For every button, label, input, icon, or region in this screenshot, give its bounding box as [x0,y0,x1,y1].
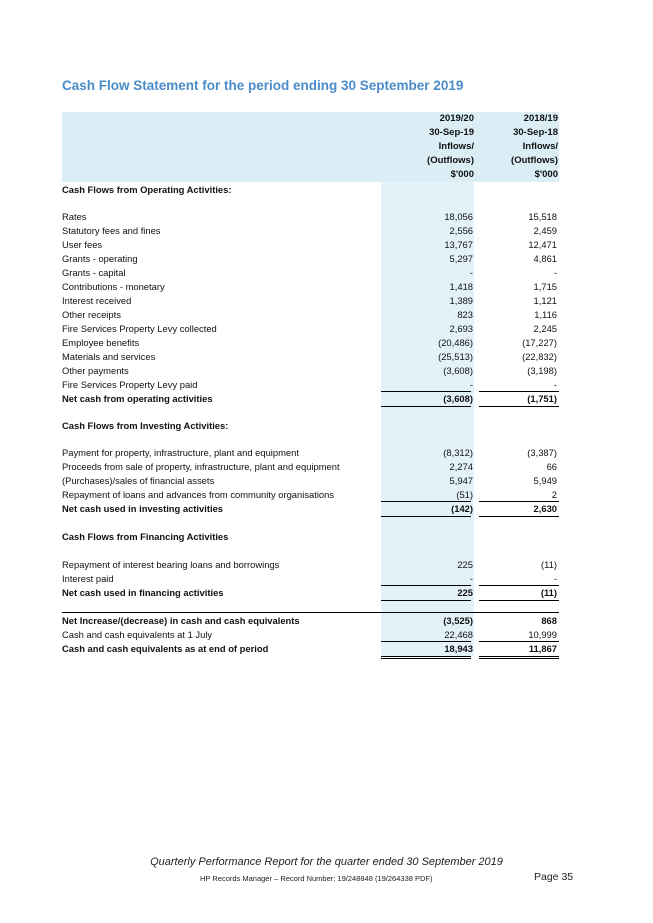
table-row [62,446,559,460]
value-2018-19: (11) [541,559,557,570]
row-label: Fire Services Property Levy collected [62,323,217,334]
page-title: Cash Flow Statement for the period ending 30 September 2019 [62,78,464,93]
total-rule [479,516,559,517]
row-label: Grants - operating [62,253,138,264]
table-row [62,224,559,238]
total-rule [479,656,559,657]
table-row [62,252,559,266]
value-2019-20: 823 [457,309,473,320]
row-label: Net cash used in investing activities [62,503,223,514]
table-row [62,210,559,224]
table-row [62,460,559,474]
row-label: Rates [62,211,87,222]
value-2019-20: 18,056 [444,211,473,222]
value-2018-19: 15,518 [528,211,557,222]
total-row [62,502,559,516]
value-2018-19: 868 [541,615,557,626]
value-2018-19: 2 [551,489,557,500]
value-2019-20: 225 [457,587,473,598]
value-2019-20: 225 [457,559,473,570]
value-2018-19: - [553,573,557,584]
value-2019-20: 22,468 [444,629,473,640]
table-row [62,322,559,336]
row-label: Fire Services Property Levy paid [62,379,198,390]
total-rule [479,406,559,407]
value-2018-19: (3,387) [527,447,557,458]
value-2019-20: (142) [451,503,473,514]
value-2018-19: 1,715 [533,281,557,292]
row-label: Statutory fees and fines [62,225,161,236]
table-row [62,350,559,364]
value-2018-19: 12,471 [528,239,557,250]
value-2019-20: 5,947 [449,475,473,486]
page-number: Page 35 [534,871,574,883]
value-2019-20: (3,608) [443,365,473,376]
value-2018-19: 2,245 [533,323,557,334]
value-2018-19: 10,999 [528,629,557,640]
header-line: $'000 [534,169,558,180]
summary-row [62,614,559,628]
table-row [62,280,559,294]
header-line: (Outflows) [427,155,474,166]
row-label: Interest received [62,295,132,306]
value-2018-19: 5,949 [533,475,557,486]
header-line: (Outflows) [511,155,558,166]
row-label: User fees [62,239,103,250]
value-2019-20: 1,389 [449,295,473,306]
header-line: 30-Sep-19 [429,127,474,138]
row-label: Net cash used in financing activities [62,587,224,598]
row-label: Repayment of interest bearing loans and borrowings [62,559,280,570]
row-label: Employee benefits [62,337,140,348]
value-2019-20: 1,418 [449,281,473,292]
table-row [62,378,559,392]
row-label: Payment for property, infrastructure, plant and equipment [62,447,299,458]
value-2019-20: 5,297 [449,253,473,264]
row-label: Grants - capital [62,267,126,278]
row-label: Proceeds from sale of property, infrastructure, plant and equipment [62,461,340,472]
value-2019-20: 2,693 [449,323,473,334]
value-2019-20: 13,767 [444,239,473,250]
header-line: 2019/20 [439,113,474,124]
row-label: Net Increase/(decrease) in cash and cash equivalents [62,615,300,626]
value-2019-20: (20,486) [438,337,473,348]
row-label: Other receipts [62,309,121,320]
double-total-rule [479,658,559,659]
row-label: Repayment of loans and advances from community organisations [62,489,335,500]
operating-heading: Cash Flows from Operating Activities: [62,184,232,195]
table-row [62,474,559,488]
column-header-2019-20 [381,112,474,182]
table-row [62,238,559,252]
value-2019-20: - [469,573,473,584]
table-row [62,364,559,378]
value-2019-20: (3,525) [443,615,473,626]
row-label: Cash and cash equivalents at 1 July [62,629,213,640]
row-label: Net cash from operating activities [62,393,213,404]
investing-heading: Cash Flows from Investing Activities: [62,420,229,431]
value-2019-20: 18,943 [444,643,473,654]
row-label: Interest paid [62,573,114,584]
summary-top-rule [62,612,559,613]
total-row [62,586,559,600]
total-rule [381,600,471,601]
value-2018-19: (17,227) [522,337,557,348]
total-rule [381,406,471,407]
column-header-2018-19 [465,112,558,182]
row-label: (Purchases)/sales of financial assets [62,475,215,486]
total-rule [381,516,471,517]
summary-row [62,642,559,656]
row-label: Cash and cash equivalents as at end of period [62,643,269,654]
row-label: Materials and services [62,351,156,362]
record-number: HP Records Manager – Record Number: 19/248848 (19/264338 PDF) [200,874,433,883]
value-2019-20: (3,608) [443,393,473,404]
header-line: Inflows/ [522,141,558,152]
total-rule [381,656,471,657]
table-row [62,336,559,350]
row-label: Contributions - monetary [62,281,165,292]
value-2019-20: - [469,379,473,390]
summary-row [62,628,559,642]
value-2018-19: - [553,267,557,278]
table-row [62,558,559,572]
header-line: $'000 [450,169,474,180]
table-row [62,294,559,308]
table-row [62,572,559,586]
value-2018-19: (3,198) [527,365,557,376]
value-2019-20: - [469,267,473,278]
value-2019-20: (51) [456,489,473,500]
header-line: 2018/19 [523,113,558,124]
table-row [62,308,559,322]
value-2018-19: 1,116 [534,309,557,320]
value-2019-20: 2,274 [449,461,473,472]
value-2018-19: 11,867 [528,643,557,654]
double-total-rule [381,658,471,659]
row-label: Other payments [62,365,129,376]
value-2019-20: (8,312) [443,447,473,458]
value-2018-19: - [553,379,557,390]
value-2018-19: (11) [540,587,557,598]
value-2018-19: 2,630 [533,503,557,514]
report-footer: Quarterly Performance Report for the quarter ended 30 September 2019 [150,856,503,868]
header-line: Inflows/ [438,141,474,152]
value-2018-19: (1,751) [527,393,557,404]
value-2018-19: 1,121 [533,295,557,306]
value-2018-19: (22,832) [522,351,557,362]
value-2018-19: 4,861 [533,253,557,264]
value-2018-19: 2,459 [533,225,557,236]
total-row [62,392,559,406]
header-line: 30-Sep-18 [513,127,558,138]
financing-heading: Cash Flows from Financing Activities [62,531,229,542]
total-rule [479,600,559,601]
table-row [62,488,559,502]
table-row [62,266,559,280]
value-2018-19: 66 [546,461,557,472]
value-2019-20: 2,556 [449,225,473,236]
value-2019-20: (25,513) [438,351,473,362]
